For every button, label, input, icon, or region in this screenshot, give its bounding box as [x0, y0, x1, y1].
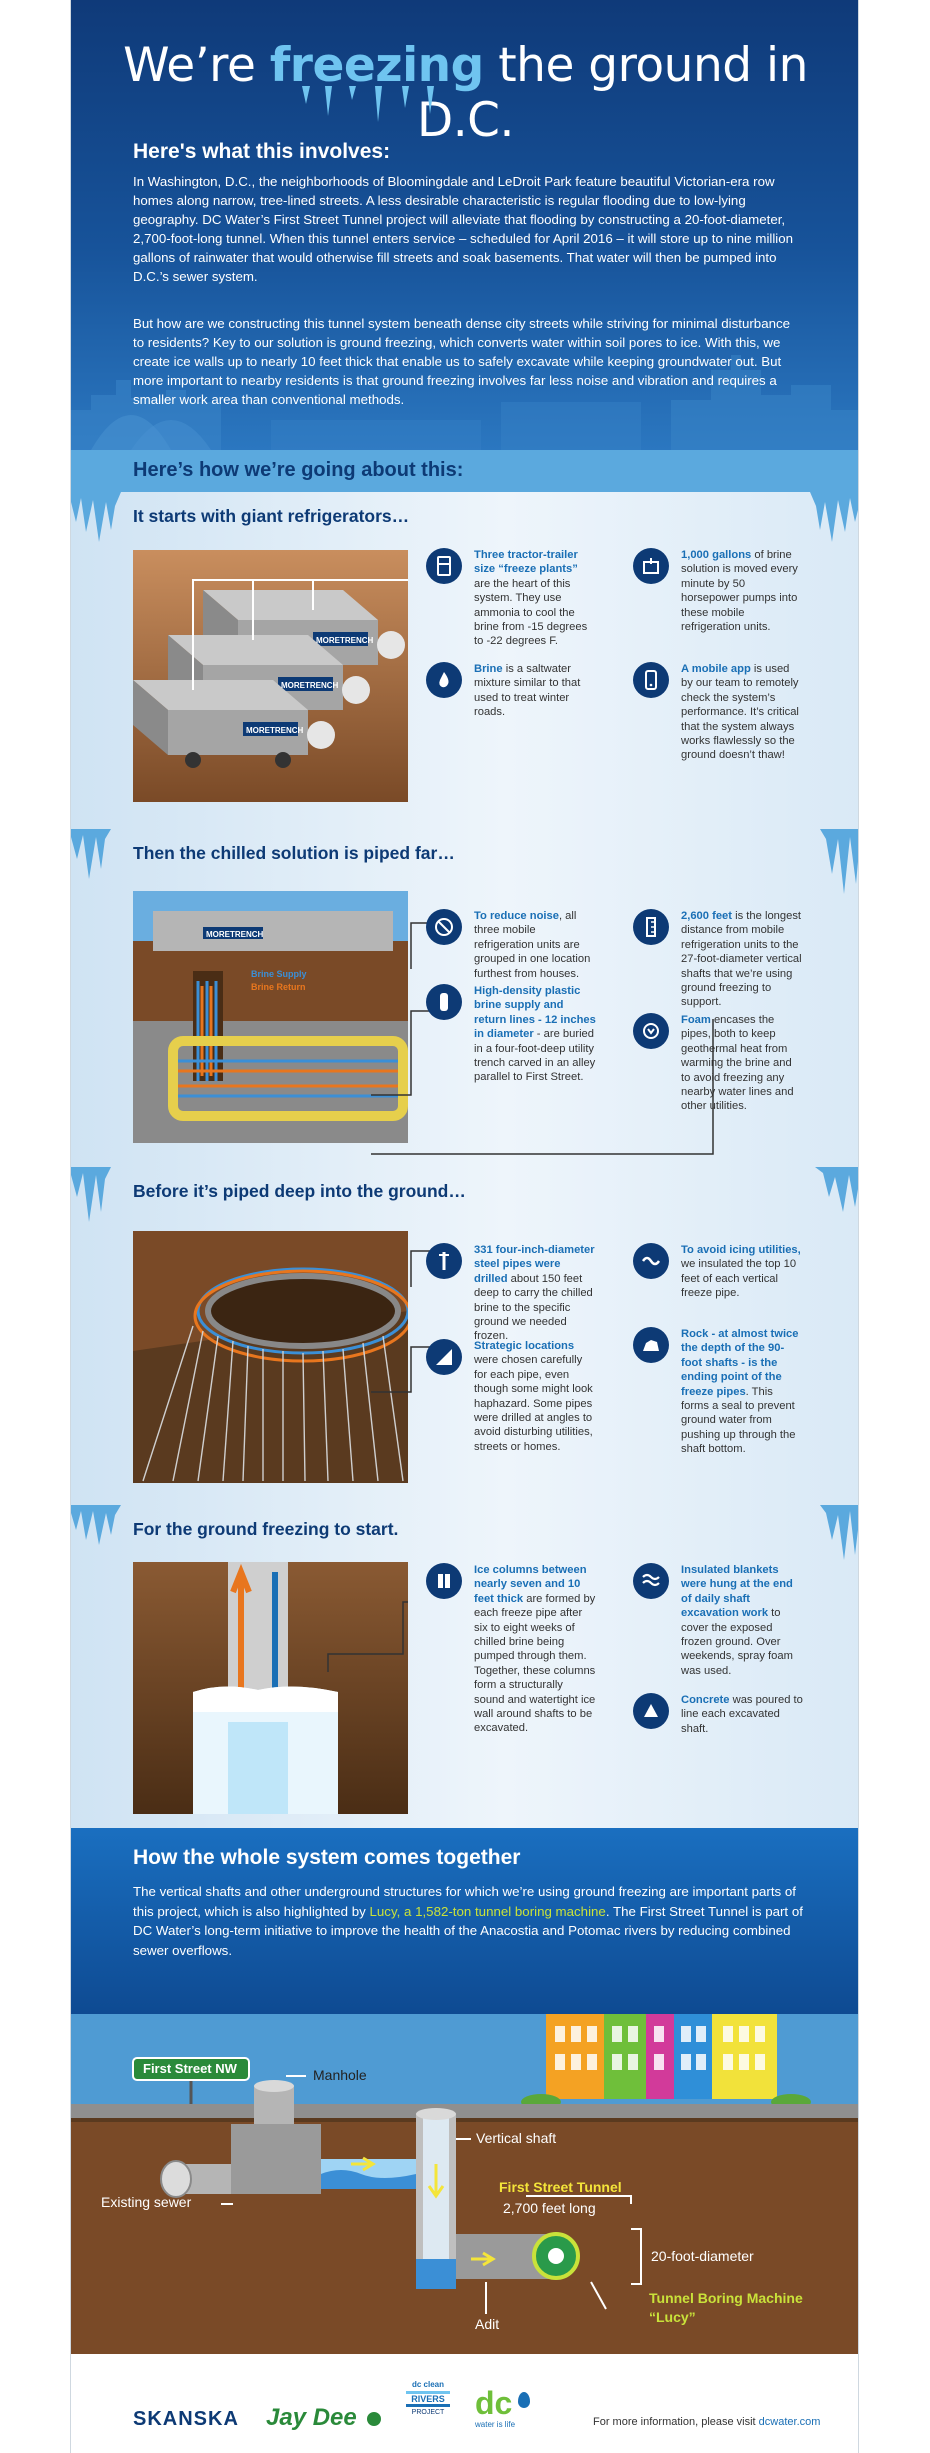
ice-corner-left-icon	[71, 829, 111, 884]
ice-corner-right-icon	[820, 829, 859, 899]
title-freezing: freezing	[269, 38, 484, 93]
hero-paragraph-1: In Washington, D.C., the neighborhoods of Bloomingdale and LeDroit Park feature beautiful Victorian-era row homes along narrow, tree-lined streets. A less desirable characteristic is regular flooding due to low-lying geography. DC Water’s First Street Tunnel project will alleviate that flooding by constructing a 20-foot-diameter, 2,700-foot-long tunnel. When this tunnel enters service – scheduled for April 2016 – it will store up to nine million gallons of rainwater that would otherwise fill streets and soak basements. That water will then be pumped into D.C.’s sewer system.	[133, 174, 794, 284]
pump-icon	[633, 548, 669, 584]
freeze-plant-trucks-illustration	[133, 550, 408, 802]
feature-bold: Three tractor-trailer size “freeze plants”	[474, 549, 578, 576]
section-refrigerators	[71, 492, 859, 829]
pipe-icon	[426, 984, 462, 1020]
brine-drop-icon	[426, 662, 462, 698]
existing-sewer-label: Existing sewer	[101, 2194, 192, 2210]
together-paragraph	[133, 1882, 813, 1960]
freezer-icon	[426, 548, 462, 584]
feature-text: were chosen carefully for each pipe, even though some might look haphazard. Some pipes were drilled at angles to avoid disturbing utilities, streets or homes.	[474, 1354, 593, 1453]
truck-brand-3: MORETRENCH	[246, 726, 304, 735]
feature-bold: Concrete	[681, 1694, 730, 1706]
together-p-lucy: Lucy, a 1,582-ton tunnel boring machine	[369, 1903, 606, 1919]
truck-brand-2: MORETRENCH	[281, 681, 339, 690]
dcwater-link[interactable]: dcwater.com	[758, 2416, 821, 2428]
section-piped-far	[71, 829, 859, 1167]
vertical-shaft-label: Vertical shaft	[476, 2130, 557, 2146]
truck-brand-1: MORETRENCH	[316, 636, 374, 645]
feature-bold: Foam	[681, 1014, 711, 1026]
water-drop-icon	[518, 2392, 530, 2408]
clean-rivers-line3: PROJECT	[411, 2409, 445, 2416]
jaydee-logo: Jay Dee	[266, 2404, 357, 2431]
hero-paragraph-2: But how are we constructing this tunnel system beneath dense city streets while striving for minimal disturbance to residents? Key to our solution is ground freezing, which converts water within soil pores to ice. With this, we create ice walls up to nearly 10 feet thick that enable us to safely excavate while keeping groundwater out. But more important to nearby residents is that ground freezing involves far less noise and vibration and requires a smaller work area than conventional methods.	[133, 316, 791, 407]
feature-bold: 331 four-inch-diameter steel pipes were drilled	[474, 1244, 595, 1285]
jaydee-leaf-icon	[367, 2412, 381, 2426]
title-pre: We’re	[123, 38, 256, 93]
feature-bold: 1,000 gallons	[681, 549, 752, 561]
feature-text: to cover the exposed frozen ground. Over weekends, spray foam was used.	[681, 1607, 793, 1677]
ice-corner-left-icon	[71, 1167, 111, 1227]
skanska-logo: SKANSKA	[133, 2408, 239, 2430]
section-title: It starts with giant refrigerators…	[133, 506, 410, 526]
feature-text: about 150 feet deep to carry the chilled brine to the specific ground we needed frozen.	[474, 1272, 593, 1343]
piping-trench-illustration	[133, 891, 408, 1143]
feature-text: are the heart of this system. They use ammonia to cool the brine from -15 degrees to -22 degrees F.	[474, 577, 588, 648]
hero-heading: Here's what this involves:	[133, 140, 391, 163]
feature-bold: To avoid icing utilities,	[681, 1244, 801, 1256]
together-p-pre: The vertical shafts and other underground structures for which we’re using ground freezing are important parts of this project, which is also highlighted by	[133, 1884, 796, 1919]
insulation-icon	[633, 1243, 669, 1279]
rock-icon	[633, 1327, 669, 1363]
tunnel-length-label: 2,700 feet long	[503, 2200, 596, 2216]
row-houses	[521, 2014, 811, 2110]
manhole-label: Manhole	[313, 2067, 367, 2083]
diameter-label: 20-foot-diameter	[651, 2248, 754, 2264]
hero-section	[71, 0, 859, 450]
street-sign-label: First Street NW	[143, 2061, 237, 2076]
tbm-label-line2: “Lucy”	[649, 2309, 696, 2325]
feature-text: is used by our team to remotely check the system’s performance. It’s critical that the system always works flawlessly so the ground doesn’t thaw!	[681, 663, 799, 762]
icicle-drips-icon	[297, 86, 497, 126]
feature-bold: Rock - at almost twice the depth of the 90-foot shafts - is the ending point of the freeze pipes	[681, 1328, 799, 1398]
tunnel-name-label: First Street Tunnel	[499, 2179, 622, 2195]
ice-column-illustration	[133, 1562, 408, 1814]
feature-text: . This forms a seal to prevent ground water from pushing up through the shaft bottom.	[681, 1385, 796, 1456]
feature-text: - are buried in a four-foot-deep utility trench carved in an alley parallel to First Street.	[474, 1028, 596, 1084]
clean-rivers-logo	[406, 2380, 450, 2446]
how-heading: Here’s how we’re going about this:	[133, 459, 464, 481]
feature-text: are formed by each freeze pipe after six to eight weeks of chilled brine being pumped through them. Together, these columns form a structurally sound and watertight ice wall around shafts to be excavated.	[474, 1592, 596, 1735]
together-p-post: . The First Street Tunnel is part of DC Water’s long-term initiative to improve the health of the Anacostia and Potomac rivers by reducing combined sewer overflows.	[133, 1903, 803, 1958]
system-together-section	[71, 1828, 859, 2014]
footer-logos	[71, 2354, 859, 2453]
section-piped-deep	[71, 1167, 859, 1505]
ice-corner-right-icon	[815, 1167, 859, 1217]
dc-water-tagline: water is life	[475, 2420, 516, 2429]
foam-icon	[633, 1013, 669, 1049]
ruler-icon	[633, 909, 669, 945]
ice-corner-left-icon	[71, 1505, 121, 1555]
ice-corner-left-icon	[71, 492, 121, 552]
no-noise-icon	[426, 909, 462, 945]
section-title: Before it’s piped deep into the ground…	[133, 1181, 466, 1201]
ice-column-icon	[426, 1563, 462, 1599]
section-title: Then the chilled solution is piped far…	[133, 843, 455, 863]
feature-bold: Ice columns between nearly seven and 10 feet thick	[474, 1564, 587, 1605]
steel-pipe-icon	[426, 1243, 462, 1279]
feature-text: , all three mobile refrigeration units are grouped in one location furthest from houses.	[474, 910, 591, 980]
feature-bold: High-density plastic brine supply and return lines - 12 inches in diameter	[474, 985, 596, 1041]
title-post: the ground in D.C.	[417, 38, 808, 148]
section-ground-freezing	[71, 1505, 859, 1828]
feature-text: is the longest distance from mobile refrigeration units to the 27-foot-diameter vertical shafts that we’re using ground freezing to support.	[681, 910, 802, 1009]
feature-text: was poured to line each excavated shaft.	[681, 1694, 803, 1735]
mobile-phone-icon	[633, 662, 669, 698]
ice-corner-right-icon	[820, 1505, 859, 1565]
feature-bold: Brine	[474, 663, 503, 675]
tbm-label-line1: Tunnel Boring Machine	[649, 2290, 803, 2306]
feature-bold: To reduce noise	[474, 910, 559, 922]
clean-rivers-line1: dc clean	[411, 2380, 444, 2389]
feature-bold: 2,600 feet	[681, 910, 732, 922]
feature-text: of brine solution is moved every minute by 50 horsepower pumps into these mobile refrigeration units.	[681, 549, 798, 634]
tunnel-system-diagram	[71, 2014, 859, 2354]
feature-bold: A mobile app	[681, 663, 751, 675]
feature-text: encases the pipes, both to keep geothermal heat from warming the brine and to avoid freezing any nearby water lines and other utilities.	[681, 1014, 794, 1113]
freeze-pipes-illustration	[133, 1231, 408, 1483]
feature-bold: Strategic locations	[474, 1340, 575, 1352]
more-info-prefix: For more information, please visit	[593, 2416, 759, 2428]
dc-water-mark: dc	[475, 2385, 513, 2421]
blanket-icon	[633, 1563, 669, 1599]
more-info-text	[593, 2416, 820, 2428]
trench-brand: MORETRENCH	[206, 930, 264, 939]
feature-text: is a saltwater mixture similar to that used to treat winter roads.	[474, 663, 581, 719]
adit-label: Adit	[475, 2316, 500, 2332]
how-heading-band	[71, 450, 859, 492]
section-title: For the ground freezing to start.	[133, 1519, 399, 1539]
brine-supply-label: Brine Supply	[251, 969, 307, 979]
brine-return-label: Brine Return	[251, 982, 306, 992]
concrete-icon	[633, 1693, 669, 1729]
clean-rivers-line2: RIVERS	[406, 2391, 450, 2407]
feature-text: we insulated the top 10 feet of each vertical freeze pipe.	[681, 1258, 797, 1300]
together-heading: How the whole system comes together	[133, 1846, 521, 1869]
infographic-poster	[70, 0, 859, 2453]
ice-corner-right-icon	[810, 492, 859, 552]
angle-icon	[426, 1339, 462, 1375]
feature-bold: Insulated blankets were hung at the end of daily shaft excavation work	[681, 1564, 793, 1620]
